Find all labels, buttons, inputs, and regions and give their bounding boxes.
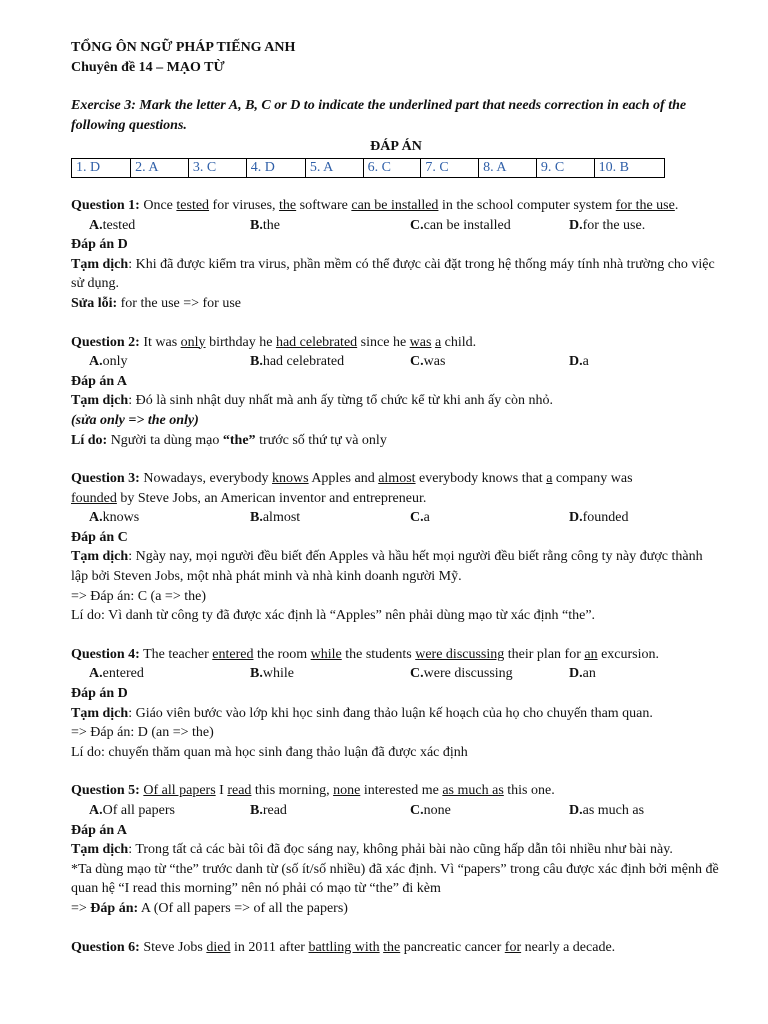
- option-a: [89, 508, 140, 528]
- option-text: the: [262, 217, 280, 233]
- reason-label: Lí do:: [71, 432, 108, 448]
- translation: [71, 391, 721, 411]
- option-letter: D.: [569, 354, 583, 370]
- underlined-part: read: [227, 783, 252, 799]
- answer-key-cell: 9. C: [536, 158, 594, 177]
- reason-line: Lí do: chuyến thăm quan mà học sinh đang thảo luận đã được xác định: [71, 744, 468, 760]
- translation-text: : Ngày nay, mọi người đều biết đến Apples và hầu hết mọi người đều biết rằng công ty này được thành lập bởi Steven Jobs, một nhà phát minh và nhà kinh doanh người Mỹ.: [71, 549, 703, 585]
- stem-text: the room: [253, 646, 311, 662]
- stem-text: their plan for: [504, 646, 585, 662]
- stem-text: pancreatic cancer: [400, 939, 505, 955]
- stem-text: Steve Jobs: [139, 939, 207, 955]
- answer-key-cell: 6. C: [363, 158, 421, 177]
- explanation-note: *Ta dùng mạo từ “the” trước danh từ (số ít/số nhiều) đã xác định. Vì “papers” trong câu được xác định bởi mệnh đề quan hệ “I read this morning” nên nó phải có mạo từ “the” đi kèm: [71, 861, 719, 897]
- underlined-part: died: [206, 939, 231, 955]
- stem-text: company was: [552, 471, 633, 487]
- option-b: [250, 352, 345, 372]
- answer-key-cell: 3. C: [188, 158, 246, 177]
- option-text: was: [423, 354, 446, 370]
- answer-key-cell: 10. B: [594, 158, 664, 177]
- stem-text: Nowadays, everybody: [139, 471, 273, 487]
- option-c: [410, 664, 513, 684]
- underlined-part: entered: [212, 646, 254, 662]
- reason-line: [71, 431, 721, 451]
- option-text: Of all papers: [102, 803, 175, 818]
- underlined-part: almost: [378, 471, 416, 487]
- question-stem: [71, 938, 721, 958]
- option-letter: A.: [89, 803, 103, 818]
- answer-line: Đáp án D: [71, 237, 128, 253]
- option-text: as much as: [582, 803, 645, 818]
- answer-line: Đáp án C: [71, 529, 128, 545]
- exercise-label: Exercise 3: [71, 98, 132, 114]
- underlined-part: founded: [71, 490, 117, 506]
- question-1: [71, 196, 721, 314]
- option-letter: B.: [250, 666, 263, 682]
- option-letter: C.: [410, 354, 424, 370]
- underlined-part: only: [180, 334, 206, 350]
- stem-text: Apples and: [308, 471, 379, 487]
- underlined-part: a: [434, 334, 442, 350]
- stem-text: this one.: [503, 783, 555, 799]
- question-stem: [71, 645, 721, 665]
- option-d: [569, 352, 589, 372]
- answer-key-table: [71, 158, 665, 178]
- stem-text: I: [215, 783, 228, 799]
- stem-text: excursion.: [597, 646, 660, 662]
- question-stem: [71, 781, 721, 801]
- stem-text: everybody knows that: [415, 471, 547, 487]
- option-letter: A.: [89, 510, 103, 526]
- stem-text: .: [674, 197, 679, 213]
- underlined-part: can be installed: [351, 197, 439, 213]
- stem-text: It was: [139, 334, 181, 350]
- underlined-part: a: [546, 471, 553, 487]
- option-b: [250, 508, 301, 528]
- underlined-part: Of all papers: [143, 783, 216, 799]
- option-b: [250, 664, 294, 684]
- answer-label: Đáp án:: [90, 900, 139, 916]
- question-stem: [71, 333, 721, 353]
- question-label: Question 4:: [71, 646, 140, 662]
- underlined-part: an: [584, 646, 598, 662]
- option-letter: A.: [89, 666, 103, 682]
- stem-text: nearly a decade.: [521, 939, 616, 955]
- document-title: TỔNG ÔN NGỮ PHÁP TIẾNG ANH: [71, 40, 296, 55]
- underlined-part: as much as: [442, 783, 504, 799]
- options-row: [71, 664, 721, 684]
- translation-label: Tạm dịch: [71, 393, 129, 409]
- stem-text: by Steve Jobs, an American inventor and entrepreneur.: [116, 490, 427, 506]
- stem-text: the students: [341, 646, 416, 662]
- option-d: [569, 664, 596, 684]
- translation-label: Tạm dịch: [71, 549, 129, 565]
- option-d: [569, 508, 629, 528]
- option-letter: C.: [410, 666, 424, 682]
- reason-text: Người ta dùng mạo: [107, 432, 223, 448]
- option-letter: B.: [250, 803, 263, 818]
- option-letter: C.: [410, 217, 424, 233]
- option-a: [89, 801, 175, 821]
- option-text: can be installed: [423, 217, 511, 233]
- option-d: [569, 216, 646, 236]
- options-row: [71, 216, 721, 236]
- question-label: Question 1:: [71, 197, 140, 213]
- translation: [71, 547, 721, 586]
- option-letter: B.: [250, 217, 263, 233]
- option-letter: D.: [569, 666, 583, 682]
- underlined-part: the: [279, 197, 297, 213]
- fix-label: Sửa lỗi:: [71, 295, 118, 311]
- question-label: Question 5:: [71, 783, 140, 799]
- question-stem: [71, 196, 721, 216]
- answer-key-cell: 7. C: [421, 158, 479, 177]
- translation-text: : Trong tất cả các bài tôi đã đọc sáng nay, không phải bài nào cũng hấp dẫn tôi nhiều như bài này.: [128, 842, 673, 858]
- option-a: [89, 664, 144, 684]
- option-text: almost: [262, 510, 301, 526]
- options-row: [71, 352, 721, 372]
- question-2: [71, 333, 721, 451]
- option-b: [250, 216, 280, 236]
- answer-line: Đáp án D: [71, 686, 128, 702]
- reason-emphasis: “the”: [222, 432, 256, 448]
- translation-label: Tạm dịch: [71, 705, 129, 721]
- translation-label: Tạm dịch: [71, 256, 129, 272]
- option-a: [89, 352, 128, 372]
- underlined-part: while: [310, 646, 342, 662]
- document-page: [71, 38, 721, 957]
- option-text: tested: [102, 217, 136, 233]
- option-letter: B.: [250, 354, 263, 370]
- option-text: while: [262, 666, 294, 682]
- translation-label: Tạm dịch: [71, 842, 129, 858]
- stem-text: Once: [139, 197, 177, 213]
- stem-text: in the school computer system: [438, 197, 616, 213]
- fix-text: for the use => for use: [117, 295, 242, 311]
- underlined-part: had celebrated: [275, 334, 358, 350]
- stem-text: in 2011 after: [230, 939, 309, 955]
- option-letter: A.: [89, 217, 103, 233]
- option-c: [410, 801, 451, 821]
- underlined-part: knows: [272, 471, 309, 487]
- answer-key-cell: 8. A: [479, 158, 537, 177]
- option-letter: D.: [569, 510, 583, 526]
- exercise-instruction: [71, 96, 721, 135]
- option-letter: D.: [569, 803, 583, 818]
- option-letter: A.: [89, 354, 103, 370]
- answer-detail: [71, 899, 721, 919]
- translation: [71, 255, 721, 294]
- question-3: [71, 469, 721, 626]
- underlined-part: were discussing: [415, 646, 505, 662]
- underlined-part: battling with: [308, 939, 380, 955]
- option-text: were discussing: [423, 666, 513, 682]
- stem-text: child.: [441, 334, 477, 350]
- options-row: [71, 508, 721, 528]
- stem-text: The teacher: [139, 646, 213, 662]
- underlined-part: tested: [176, 197, 210, 213]
- question-stem: [71, 469, 721, 508]
- option-letter: B.: [250, 510, 263, 526]
- underlined-part: for: [504, 939, 522, 955]
- option-a: [89, 216, 136, 236]
- reason-text: trước số thứ tự và only: [255, 432, 387, 448]
- answer-key-cell: 1. D: [72, 158, 131, 177]
- question-6: [71, 938, 721, 958]
- option-text: only: [102, 354, 128, 370]
- stem-text: software: [296, 197, 352, 213]
- option-text: entered: [102, 666, 144, 682]
- option-c: [410, 508, 430, 528]
- option-text: for the use.: [582, 217, 646, 233]
- option-text: knows: [102, 510, 140, 526]
- translation-text: : Đó là sinh nhật duy nhất mà anh ấy từng tổ chức kể từ khi anh ấy còn nhỏ.: [128, 393, 553, 409]
- question-label: Question 3:: [71, 471, 140, 487]
- option-text: a: [582, 354, 589, 370]
- exercise-text: : Mark the letter A, B, C or D to indicate the underlined part that needs correction in each of the following questions.: [71, 98, 687, 133]
- stem-text: since he: [357, 334, 410, 350]
- fix-note: (sửa only => the only): [71, 412, 199, 428]
- underlined-part: none: [333, 783, 361, 799]
- question-label: Question 2:: [71, 334, 140, 350]
- option-text: founded: [582, 510, 629, 526]
- question-5: [71, 781, 721, 918]
- option-d: [569, 801, 645, 821]
- answer-key-cell: 2. A: [131, 158, 189, 177]
- option-b: [250, 801, 287, 821]
- option-text: a: [423, 510, 430, 526]
- option-c: [410, 216, 511, 236]
- option-letter: C.: [410, 510, 424, 526]
- answer-line: Đáp án A: [71, 822, 128, 838]
- stem-text: birthday he: [205, 334, 276, 350]
- stem-text: for viruses,: [209, 197, 280, 213]
- answer-key-heading: ĐÁP ÁN: [370, 139, 422, 155]
- underlined-part: was: [409, 334, 432, 350]
- answer-text: A (Of all papers => of all the papers): [138, 900, 348, 916]
- answer-detail: => Đáp án: C (a => the): [71, 588, 206, 604]
- option-text: had celebrated: [262, 354, 345, 370]
- underlined-part: the: [383, 939, 401, 955]
- fix-line: [71, 294, 721, 314]
- reason-line: Lí do: Vì danh từ công ty đã được xác định là “Apples” nên phải dùng mạo từ xác định “the”.: [71, 608, 596, 624]
- option-letter: D.: [569, 217, 583, 233]
- answer-key-cell: 4. D: [246, 158, 305, 177]
- option-c: [410, 352, 446, 372]
- stem-text: interested me: [360, 783, 443, 799]
- question-4: [71, 645, 721, 763]
- underlined-part: for the use: [615, 197, 675, 213]
- option-text: none: [423, 803, 451, 818]
- answer-prefix: =>: [71, 900, 91, 916]
- translation-text: : Khi đã được kiểm tra virus, phần mềm có thể được cài đặt trong hệ thống máy tính nhà trường cho việc sử dụng.: [71, 256, 715, 292]
- answer-detail: => Đáp án: D (an => the): [71, 725, 214, 741]
- document-subtitle: Chuyên đề 14 – MẠO TỪ: [71, 59, 225, 75]
- options-row: [71, 801, 721, 821]
- option-text: read: [262, 803, 287, 818]
- translation: [71, 840, 721, 860]
- option-letter: C.: [410, 803, 424, 818]
- answer-key-cell: 5. A: [305, 158, 363, 177]
- translation: [71, 704, 721, 724]
- stem-text: this morning,: [251, 783, 334, 799]
- answer-line: Đáp án A: [71, 373, 128, 389]
- option-text: an: [582, 666, 596, 682]
- question-label: Question 6:: [71, 939, 140, 955]
- translation-text: : Giáo viên bước vào lớp khi học sinh đang thảo luận kế hoạch của họ cho chuyến tham quan.: [128, 705, 653, 721]
